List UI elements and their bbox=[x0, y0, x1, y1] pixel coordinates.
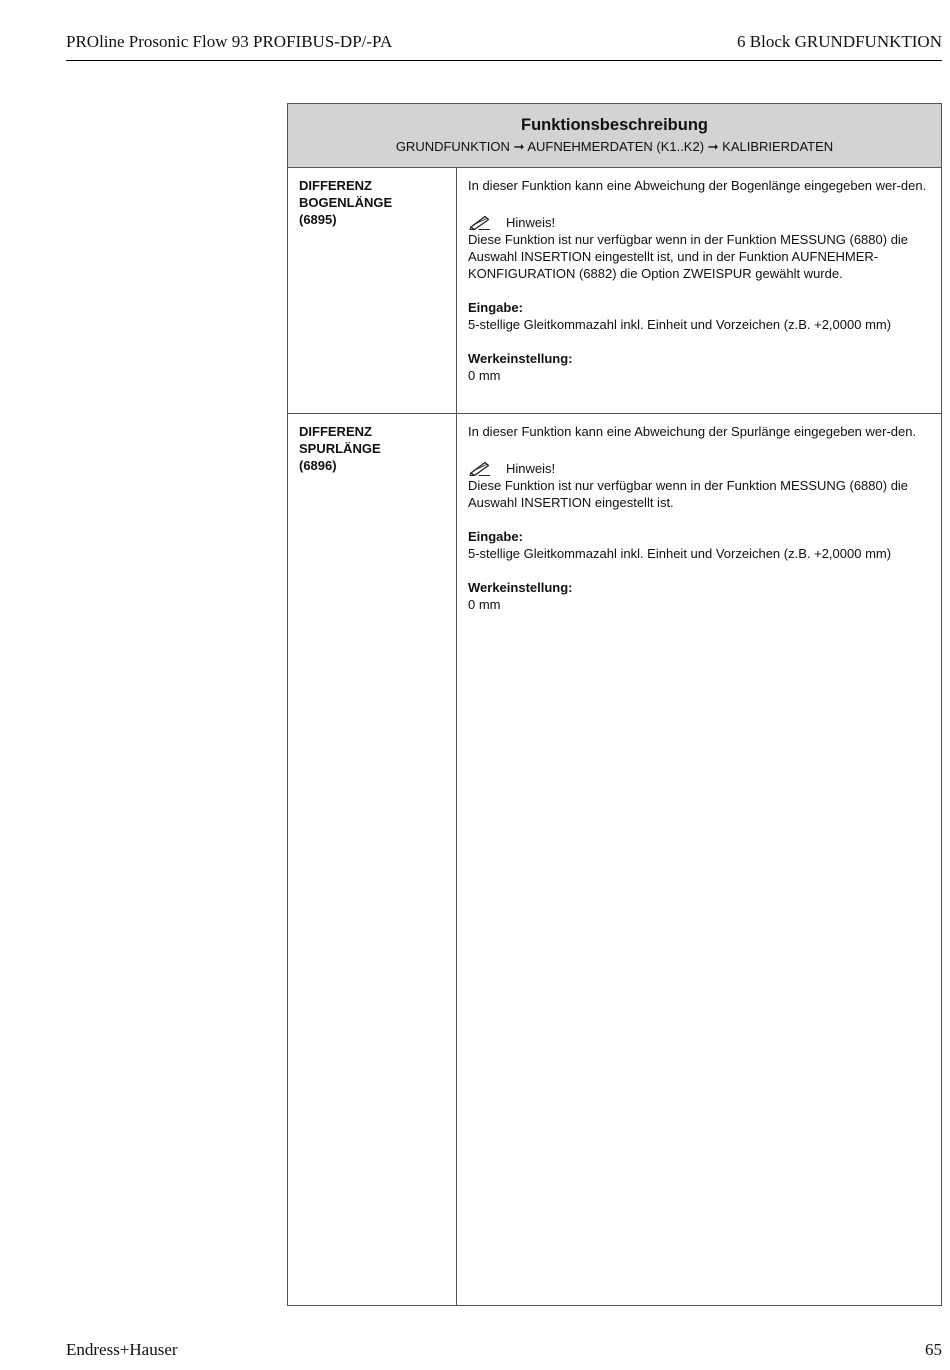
function-name-line: BOGENLÄNGE bbox=[299, 195, 393, 210]
hint-text: Diese Funktion ist nur verfügbar wenn in der Funktion MESSUNG (6880) die Auswahl INSERTION eingestellt ist, und in der Funktion AUFNEHMER-KONFIGURATION (6882) die Option ZWEISPUR gewählt wurde. bbox=[468, 232, 909, 281]
input-text: 5-stellige Gleitkommazahl inkl. Einheit und Vorzeichen (z.B. +2,0000 mm) bbox=[468, 317, 892, 332]
hint-label: Hinweis! bbox=[506, 461, 556, 476]
function-name bbox=[299, 177, 449, 228]
page-header bbox=[66, 30, 942, 61]
function-name-line: SPURLÄNGE bbox=[299, 441, 381, 456]
function-name bbox=[299, 423, 449, 474]
menu-path: GRUNDFUNKTION ➞ AUFNEHMERDATEN (K1..K2) ➞ KALIBRIERDATEN bbox=[395, 139, 834, 154]
table-header bbox=[288, 104, 941, 168]
default-value: 0 mm bbox=[468, 597, 501, 612]
hint-heading bbox=[468, 214, 930, 231]
brand-name: Endress+Hauser bbox=[66, 1340, 178, 1359]
intro-text: In dieser Funktion kann eine Abweichung der Bogenlänge eingegeben wer-den. bbox=[468, 178, 927, 193]
table-row bbox=[288, 168, 941, 414]
function-description-table bbox=[287, 103, 942, 1306]
function-description bbox=[468, 177, 930, 384]
chapter-title: 6 Block GRUNDFUNKTION bbox=[737, 32, 942, 51]
input-label: Eingabe: bbox=[468, 529, 523, 544]
function-name-line: DIFFERENZ bbox=[299, 424, 372, 439]
table-row bbox=[288, 414, 941, 1014]
page-number: 65 bbox=[925, 1340, 942, 1359]
function-name-line: DIFFERENZ bbox=[299, 178, 372, 193]
pencil-note-icon bbox=[468, 460, 492, 476]
input-text: 5-stellige Gleitkommazahl inkl. Einheit und Vorzeichen (z.B. +2,0000 mm) bbox=[468, 546, 892, 561]
input-label: Eingabe: bbox=[468, 300, 523, 315]
document-title: PROline Prosonic Flow 93 PROFIBUS-DP/-PA bbox=[66, 32, 393, 51]
pencil-note-icon bbox=[468, 214, 492, 230]
function-code: (6896) bbox=[299, 458, 337, 473]
intro-text: In dieser Funktion kann eine Abweichung der Spurlänge eingegeben wer-den. bbox=[468, 424, 917, 439]
function-code: (6895) bbox=[299, 212, 337, 227]
hint-label: Hinweis! bbox=[506, 215, 556, 230]
hint-text: Diese Funktion ist nur verfügbar wenn in der Funktion MESSUNG (6880) die Auswahl INSERTION eingestellt ist. bbox=[468, 478, 909, 510]
table-title: Funktionsbeschreibung bbox=[520, 116, 708, 134]
function-description bbox=[468, 423, 930, 613]
default-label: Werkeinstellung: bbox=[468, 351, 573, 366]
default-label: Werkeinstellung: bbox=[468, 580, 573, 595]
hint-heading bbox=[468, 460, 930, 477]
default-value: 0 mm bbox=[468, 368, 501, 383]
